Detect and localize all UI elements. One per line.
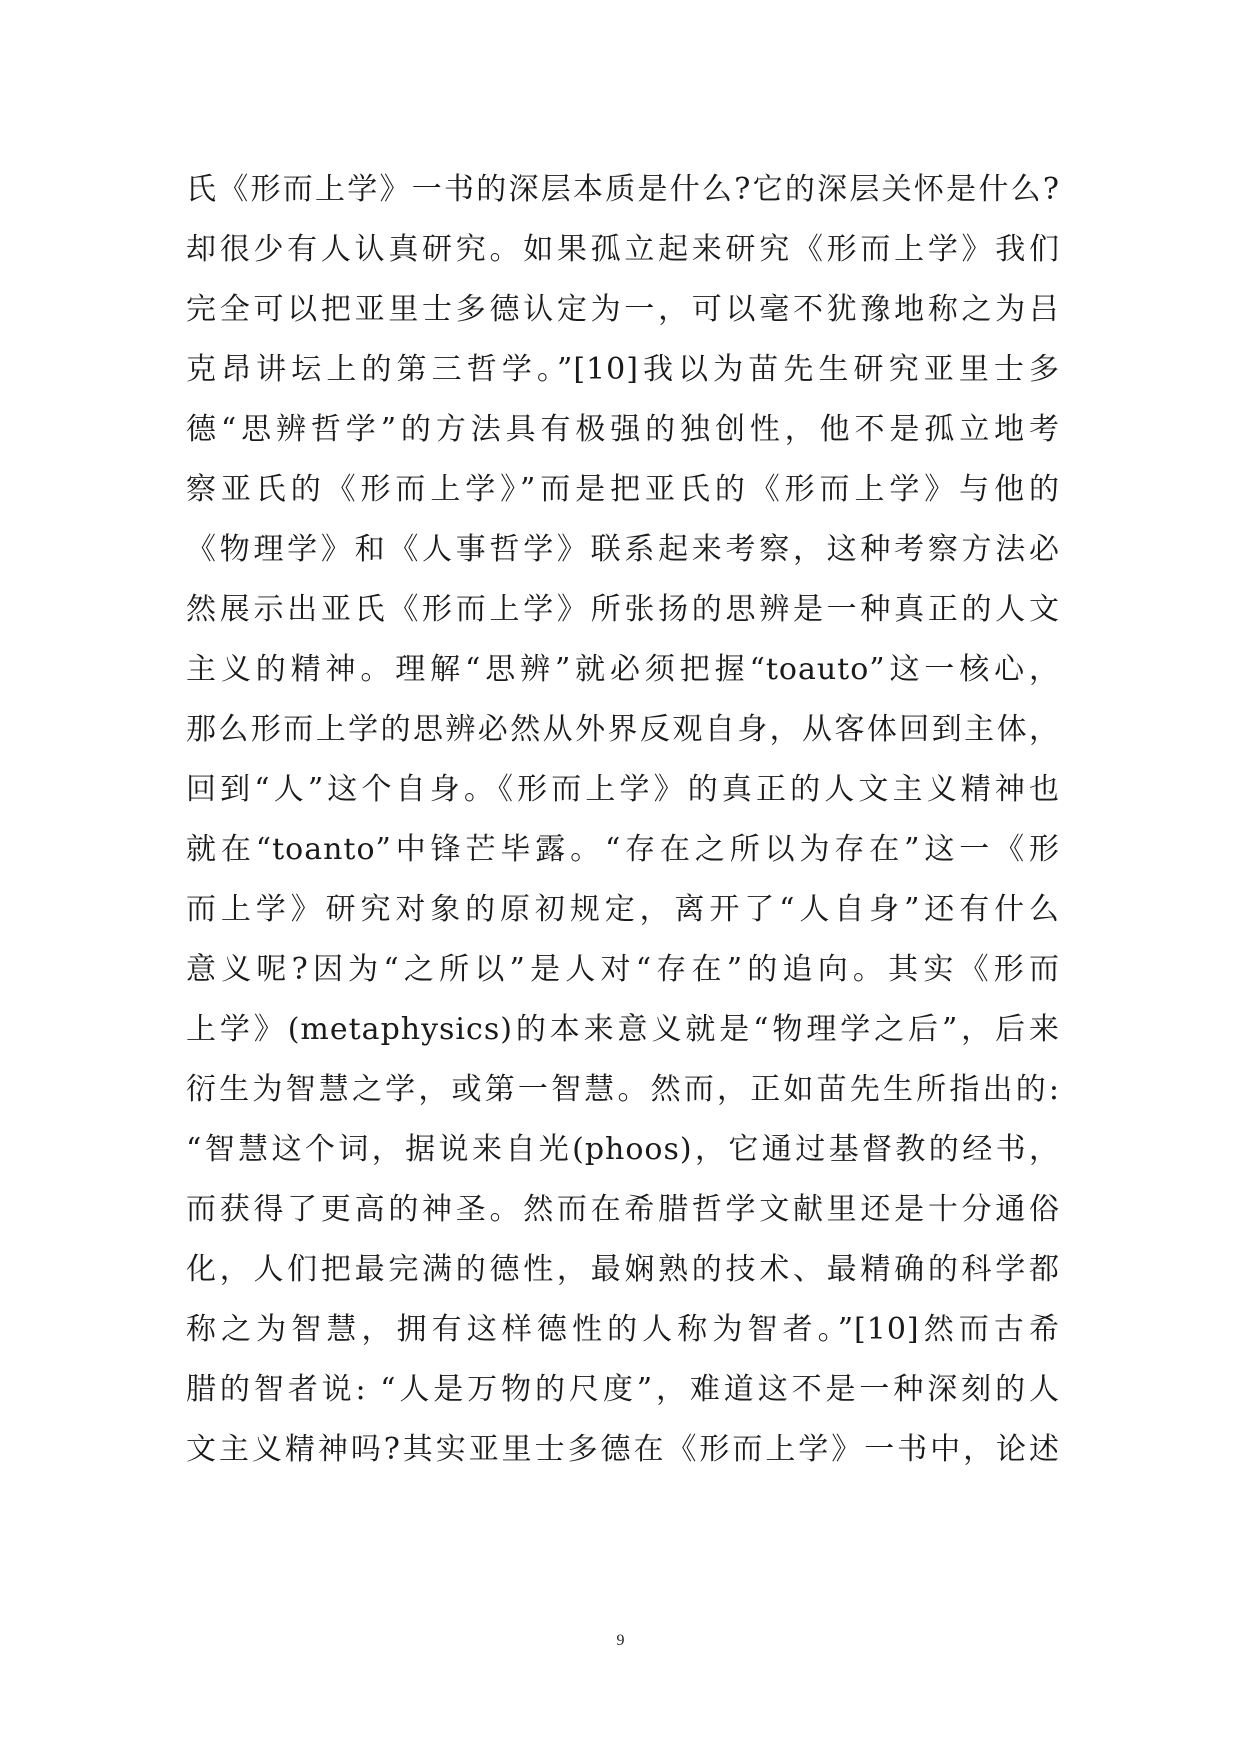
text-line: 然展示出亚氏《形而上学》所张扬的思辨是一种真正的人文	[186, 592, 1060, 627]
text-line: 而获得了更高的神圣。然而在希腊哲学文献里还是十分通俗	[186, 1192, 1060, 1227]
body-text	[186, 160, 1060, 1480]
text-line: 腊的智者说: “人是万物的尺度”，难道这不是一种深刻的人	[186, 1372, 1060, 1407]
text-line: 《物理学》和《人事哲学》联系起来考察，这种考察方法必	[186, 532, 1060, 567]
text-line: 而上学》研究对象的原初规定，离开了“人自身”还有什么	[186, 892, 1060, 927]
text-line: 化，人们把最完满的德性，最娴熟的技术、最精确的科学都	[186, 1252, 1060, 1287]
text-line: 上学》(metaphysics)的本来意义就是“物理学之后”，后来	[186, 1012, 1060, 1047]
text-line: 意义呢?因为“之所以”是人对“存在”的追向。其实《形而	[186, 952, 1060, 987]
text-line: 氏《形而上学》一书的深层本质是什么?它的深层关怀是什么?	[186, 172, 1060, 207]
text-line: 称之为智慧，拥有这样德性的人称为智者。”[10]然而古希	[186, 1312, 1060, 1347]
page-number: 9	[616, 1632, 625, 1649]
text-line: 主义的精神。理解“思辨”就必须把握“toauto”这一核心，	[186, 652, 1060, 687]
text-line: 文主义精神吗?其实亚里士多德在《形而上学》一书中，论述	[186, 1432, 1060, 1467]
text-line: 那么形而上学的思辨必然从外界反观自身，从客体回到主体，	[186, 712, 1060, 747]
text-line: 回到“人”这个自身。《形而上学》的真正的人文主义精神也	[186, 772, 1060, 807]
text-line: 就在“toanto”中锋芒毕露。“存在之所以为存在”这一《形	[186, 832, 1060, 867]
text-line: 察亚氏的《形而上学》”而是把亚氏的《形而上学》与他的	[186, 472, 1060, 507]
text-line: 衍生为智慧之学，或第一智慧。然而，正如苗先生所指出的:	[186, 1072, 1060, 1107]
text-line: 克昂讲坛上的第三哲学。”[10]我以为苗先生研究亚里士多	[186, 352, 1060, 387]
text-line: 完全可以把亚里士多德认定为一，可以毫不犹豫地称之为吕	[186, 292, 1060, 327]
text-line: “智慧这个词，据说来自光(phoos)，它通过基督教的经书，	[186, 1132, 1060, 1167]
text-line: 却很少有人认真研究。如果孤立起来研究《形而上学》我们	[186, 232, 1060, 267]
text-line: 德“思辨哲学”的方法具有极强的独创性，他不是孤立地考	[186, 412, 1060, 447]
